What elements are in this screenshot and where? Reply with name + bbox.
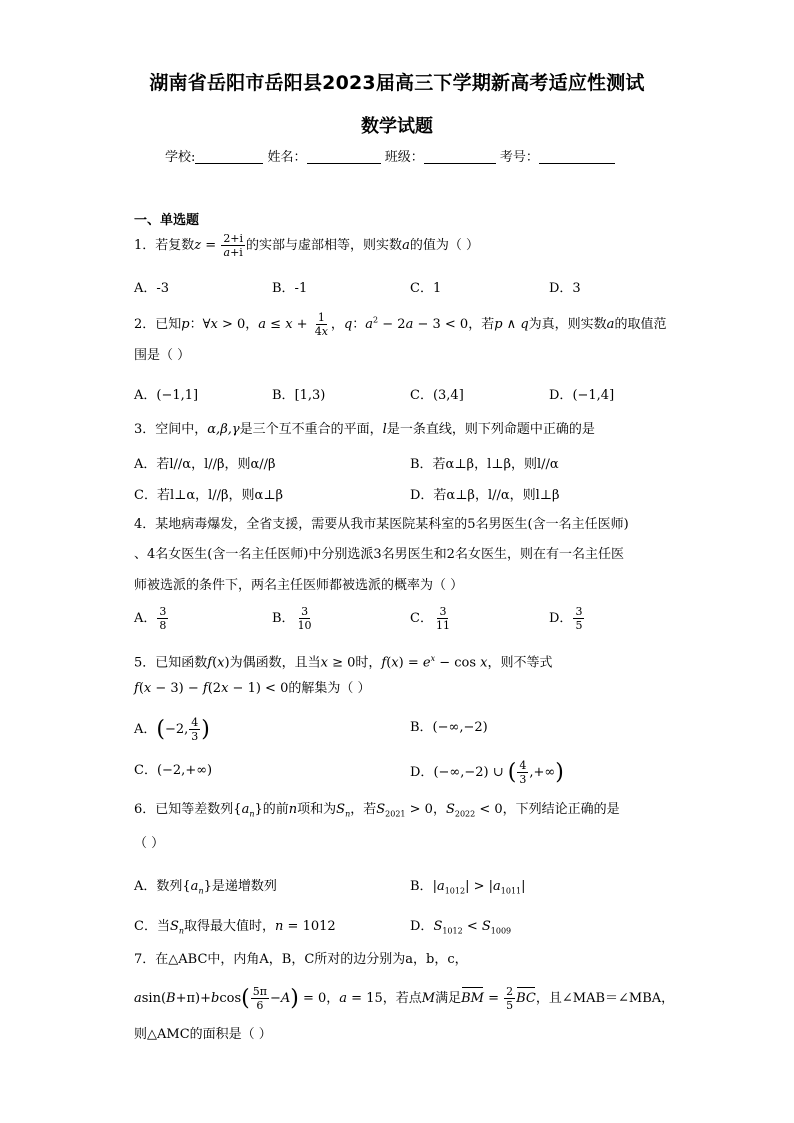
q3-option-c[interactable]: C．若l⊥α，l//β，则α⊥β <box>134 488 284 503</box>
section-heading: 一、单选题 <box>134 213 200 228</box>
question-2: 2．已知p：∀x > 0，a ≤ x + $\frac{1}{4x}$ ，q：$a^2 - 2a - 3 < 0$，若p ∧ q为真，则实数a的取值范 <box>134 311 667 338</box>
question-3: 3．空间中，α,β,γ是三个互不重合的平面，l是一条直线，则下列命题中正确的是 <box>134 422 595 437</box>
q5-option-d[interactable]: D．(−∞,−2) ∪ ( $\frac{4}{3}$ ,+∞) <box>410 759 564 786</box>
question-6-cont: （ ） <box>134 836 165 851</box>
exam-title: 湖南省岳阳市岳阳县2023届高三下学期新高考适应性测试 <box>149 72 645 94</box>
q1-option-c[interactable]: C．1 <box>410 281 442 296</box>
class-blank[interactable] <box>424 149 496 164</box>
q4-option-d[interactable]: D． $\frac{3}{5}$ <box>549 605 583 632</box>
question-4-line-2: 、4名女医生(含一名主任医师)中分别选派3名男医生和2名女医生，则在有一名主任医 <box>134 547 624 562</box>
q4-option-a[interactable]: A． $\frac{3}{8}$ <box>134 605 167 632</box>
question-5: 5．已知函数f(x)为偶函数，且当x ≥ 0时，$f(x) = e^x - \cos x$，则不等式 <box>134 654 553 671</box>
q6-option-b[interactable]: B．$|a_{1012}| > |a_{1011}|$ <box>410 879 526 896</box>
q2-option-d[interactable]: D．(−1,4] <box>549 388 615 403</box>
q3-option-a[interactable]: A．若l//α，l//β，则α//β <box>134 457 276 472</box>
school-blank[interactable] <box>195 149 263 164</box>
question-5-cont: f(x − 3) − f(2x − 1) < 0的解集为（ ） <box>134 681 371 696</box>
question-7-line-3: 则△AMC的面积是（ ） <box>134 1027 272 1042</box>
question-7: 7．在△ABC中，内角A，B，C所对的边分别为a，b，c， <box>134 952 468 967</box>
q3-option-d[interactable]: D．若α⊥β，l//α，则l⊥β <box>410 488 560 503</box>
exam-number-label: 考号： <box>499 150 539 165</box>
q5-option-a[interactable]: A．(−2, $\frac{4}{3}$ ) <box>134 716 210 743</box>
question-7-cont: asin(B+π)+bcos( $\frac{5\pi}{6}$ −A) = 0，a = 15，若点M满足BM = $\frac{2}{5}$ BC，且∠MAB＝∠MBA， <box>134 985 675 1012</box>
q2-option-b[interactable]: B．[1,3) <box>272 388 326 403</box>
q6-option-d[interactable]: D．$S_{1012} < S_{1009}$ <box>410 919 512 936</box>
student-info-row <box>165 146 615 165</box>
q3-option-b[interactable]: B．若α⊥β，l⊥β，则l//α <box>410 457 559 472</box>
q2-option-a[interactable]: A．(−1,1] <box>134 388 199 403</box>
q1-option-a[interactable]: A．-3 <box>134 281 170 296</box>
q5-option-c[interactable]: C．(−2,+∞) <box>134 763 213 778</box>
question-1: 1．若复数z = $\frac{2+i}{a+i}$ 的实部与虚部相等，则实数a的值为（ ） <box>134 232 479 259</box>
question-6: 6．已知等差数列$\{a_n\}$的前n项和为$S_n$，若$S_{2021} > 0$，$S_{2022} < 0$，下列结论正确的是 <box>134 802 620 819</box>
q2-option-c[interactable]: C．(3,4] <box>410 388 464 403</box>
class-label: 班级： <box>384 150 424 165</box>
q1-fraction: $\frac{2+i}{a+i}$ <box>223 232 244 259</box>
question-2-cont: 围是（ ） <box>134 348 191 363</box>
q4-option-c[interactable]: C． $\frac{3}{11}$ <box>410 605 450 632</box>
school-label: 学校: <box>165 150 196 165</box>
q6-option-c[interactable]: C．当$S_n$取得最大值时，n = 1012 <box>134 919 336 936</box>
q4-option-b[interactable]: B． $\frac{3}{10}$ <box>272 605 312 632</box>
question-4-line-1: 4．某地病毒爆发，全省支援，需要从我市某医院某科室的5名男医生(含一名主任医师) <box>134 517 629 532</box>
exam-subtitle: 数学试题 <box>361 116 433 137</box>
question-4-line-3: 师被选派的条件下，两名主任医师都被选派的概率为（ ） <box>134 578 464 593</box>
q6-option-a[interactable]: A．数列$\{a_n\}$是递增数列 <box>134 879 277 896</box>
q1-option-b[interactable]: B．-1 <box>272 281 308 296</box>
exam-number-blank[interactable] <box>539 149 615 164</box>
q5-option-b[interactable]: B．(−∞,−2) <box>410 720 488 735</box>
q1-option-d[interactable]: D．3 <box>549 281 581 296</box>
name-blank[interactable] <box>307 149 381 164</box>
name-label: 姓名： <box>267 150 307 165</box>
